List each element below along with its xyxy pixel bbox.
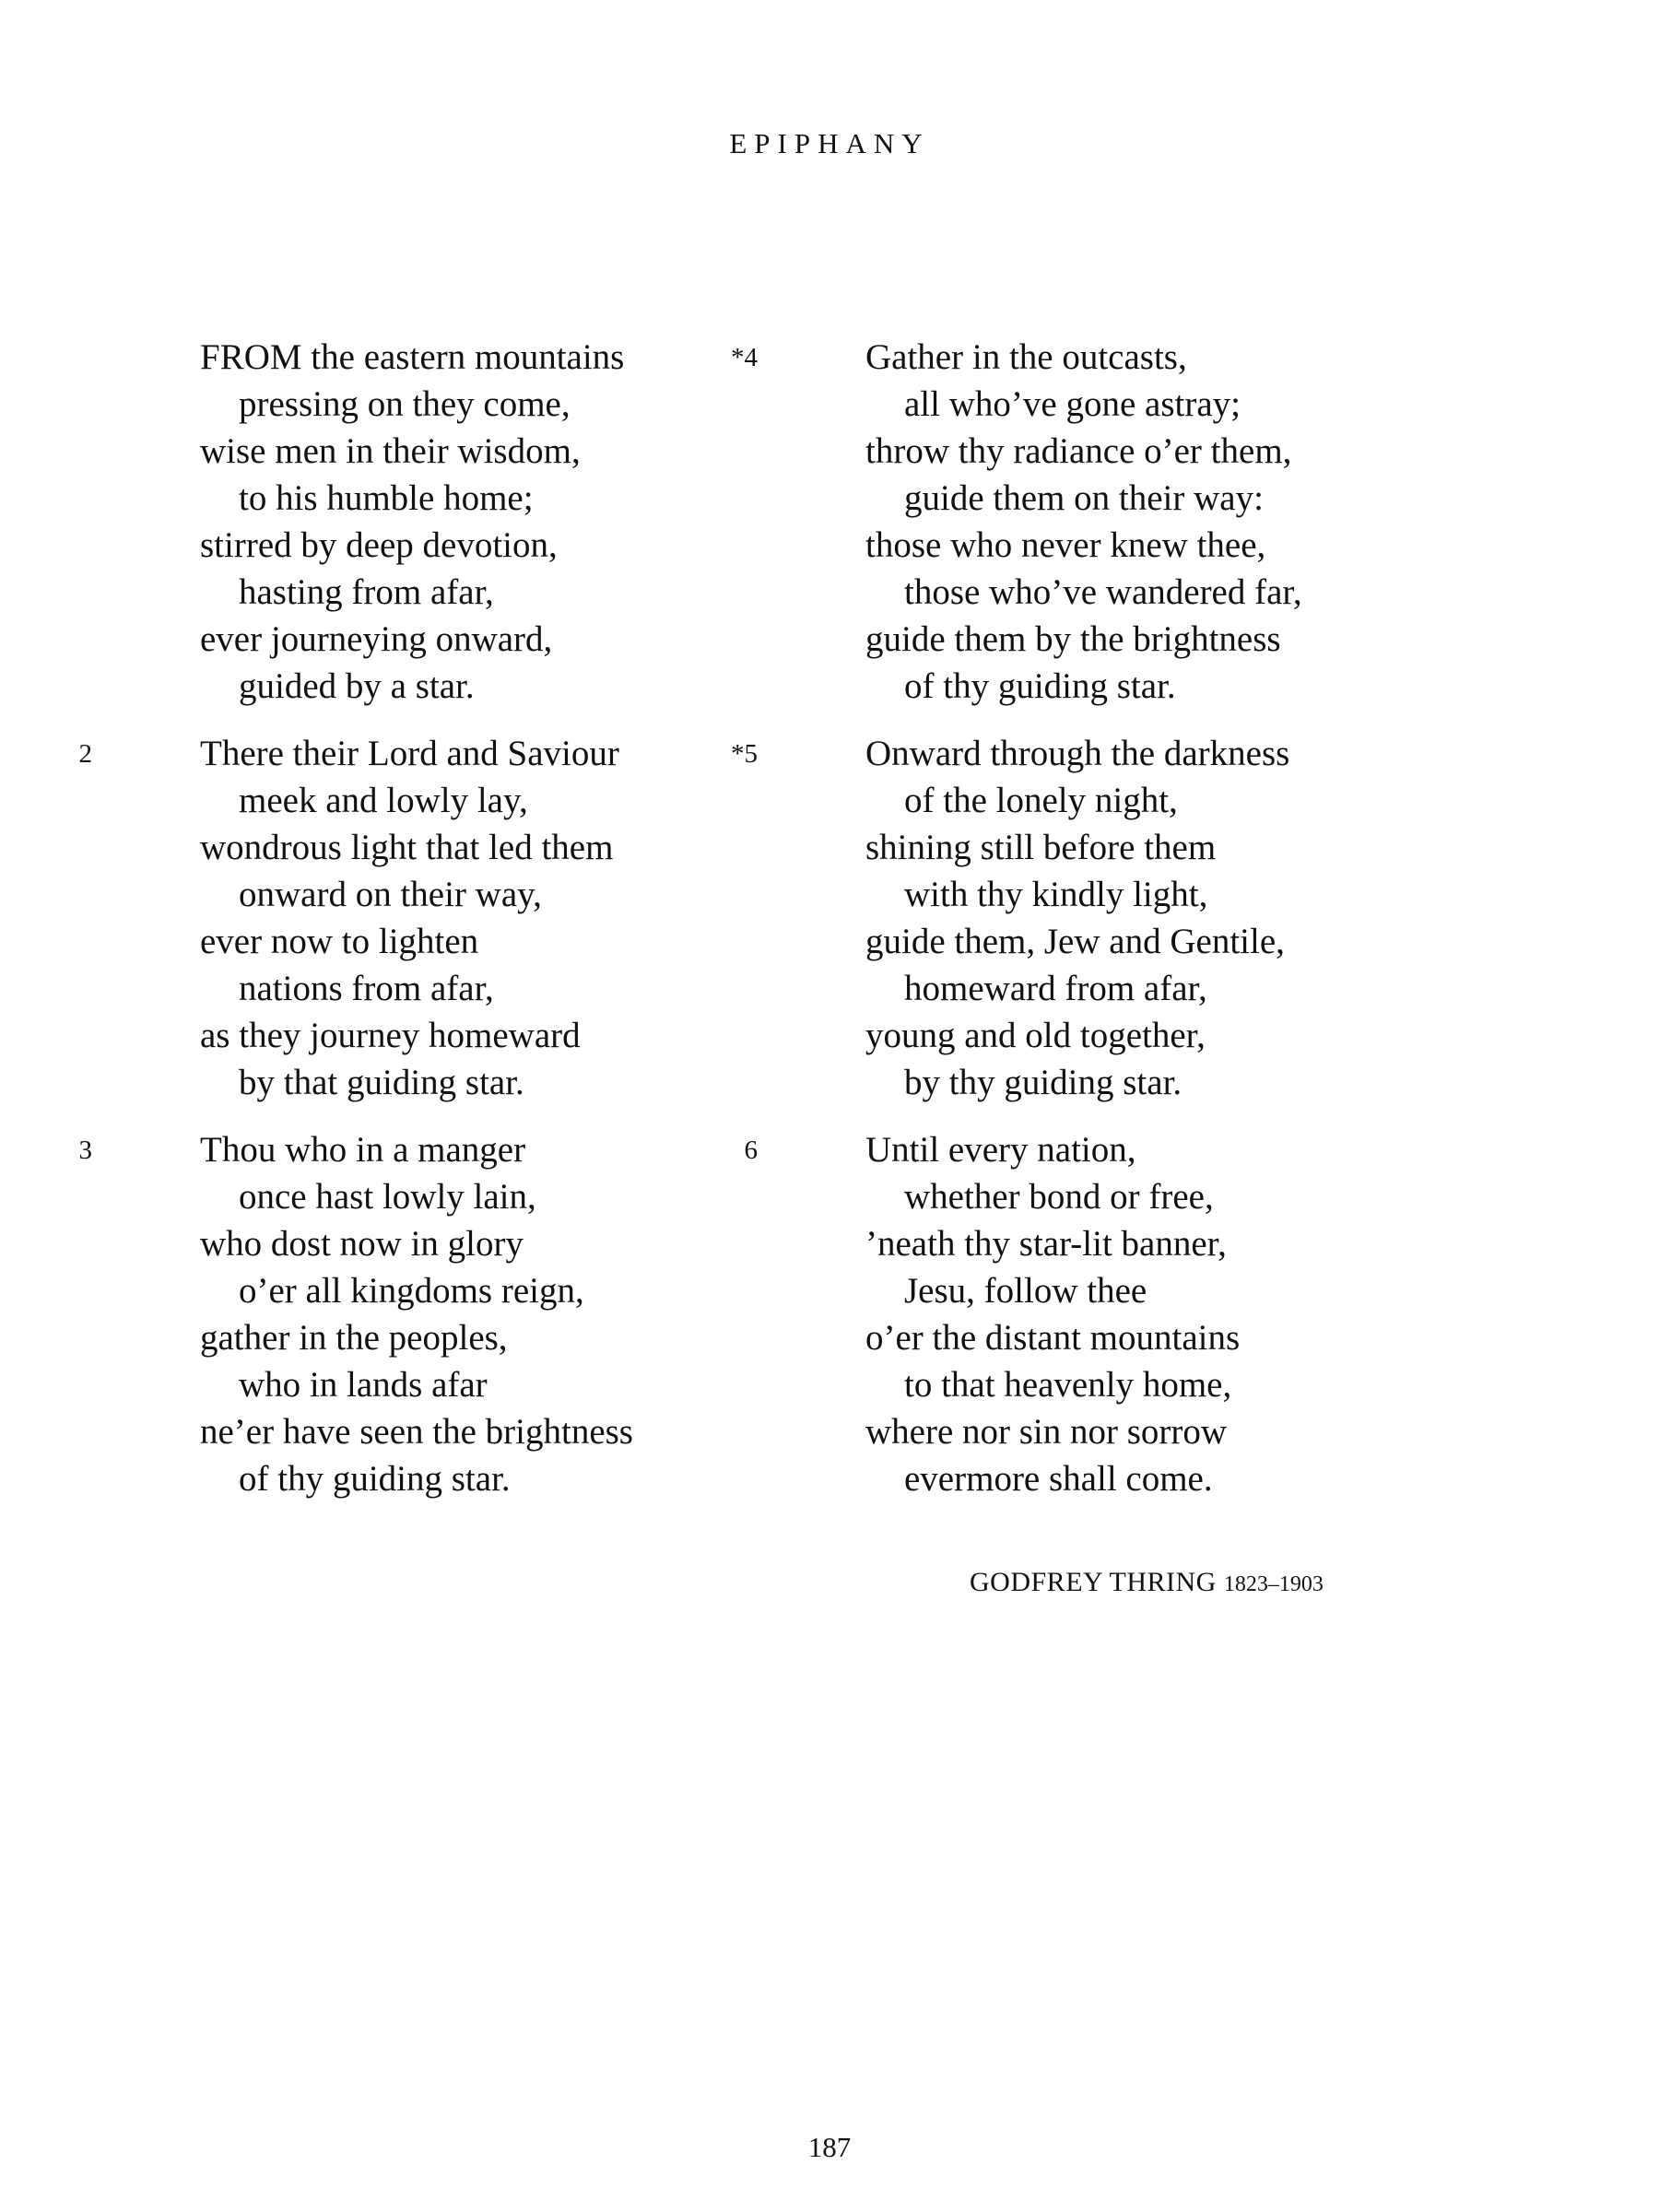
verse-line: Gather in the outcasts, xyxy=(865,337,1187,377)
verse-line: guide them by the brightness xyxy=(865,619,1281,659)
verse-line: Thou who in a manger xyxy=(200,1130,526,1170)
author-dates: 1823–1903 xyxy=(1223,1572,1324,1596)
verse-line: those who’ve wandered far, xyxy=(904,572,1302,612)
verse-line: to his humble home; xyxy=(239,478,534,518)
stanza-number: *5 xyxy=(731,739,758,769)
page-number: 187 xyxy=(807,2131,852,2163)
verse-line: with thy kindly light, xyxy=(904,875,1208,914)
stanza-2 xyxy=(78,730,774,1106)
verse-line: wondrous light that led them xyxy=(200,828,614,867)
right-column xyxy=(731,334,1440,1523)
verse-line: of the lonely night, xyxy=(904,781,1178,820)
verse-line: o’er the distant mountains xyxy=(865,1318,1241,1358)
verse-line: nations from afar, xyxy=(239,969,494,1008)
verse-line: meek and lowly lay, xyxy=(239,781,528,820)
stanza-4 xyxy=(731,334,1440,710)
left-column xyxy=(78,334,774,1523)
verse-line: guide them, Jew and Gentile, xyxy=(865,922,1285,961)
stanza-number: 6 xyxy=(744,1135,758,1165)
stanza-5 xyxy=(731,730,1440,1106)
verse-line: by thy guiding star. xyxy=(904,1063,1182,1102)
stanza-number: 3 xyxy=(78,1135,92,1165)
verse-line: shining still before them xyxy=(865,828,1217,867)
verse-line: guided by a star. xyxy=(239,666,475,706)
verse-line: guide them on their way: xyxy=(904,478,1264,518)
verse-line: hasting from afar, xyxy=(239,572,494,612)
verse-line: wise men in their wisdom, xyxy=(200,431,581,471)
verse-line: all who’ve gone astray; xyxy=(904,384,1241,424)
verse-line: of thy guiding star. xyxy=(239,1459,511,1499)
author-attribution xyxy=(970,1567,1324,1598)
verse-line: young and old together, xyxy=(865,1016,1206,1055)
author-name: GODFREY THRING xyxy=(970,1567,1217,1597)
verse-line: evermore shall come. xyxy=(904,1459,1213,1499)
verse-line: ever now to lighten xyxy=(200,922,479,961)
verse-line: of thy guiding star. xyxy=(904,666,1176,706)
verse-line: Jesu, follow thee xyxy=(904,1271,1147,1311)
verse-line: homeward from afar, xyxy=(904,969,1207,1008)
verse-line: those who never knew thee, xyxy=(865,525,1266,565)
verse-line: o’er all kingdoms reign, xyxy=(239,1271,584,1311)
stanza-number: 2 xyxy=(78,739,92,769)
stanza-1 xyxy=(129,334,774,710)
verse-line: There their Lord and Saviour xyxy=(200,734,619,773)
running-head: EPIPHANY xyxy=(729,127,930,159)
verse-line: ne’er have seen the brightness xyxy=(200,1412,633,1452)
verse-line: ever journeying onward, xyxy=(200,619,553,659)
verse-line: once hast lowly lain, xyxy=(239,1177,536,1217)
verse-line: stirred by deep devotion, xyxy=(200,525,558,565)
verse-line: FROM the eastern mountains xyxy=(200,337,625,377)
verse-line: who dost now in glory xyxy=(200,1224,524,1264)
verse-line: to that heavenly home, xyxy=(904,1365,1232,1405)
verse-line: pressing on they come, xyxy=(239,384,571,424)
verse-line: throw thy radiance o’er them, xyxy=(865,431,1292,471)
verse-line: onward on their way, xyxy=(239,875,542,914)
verse-line: Onward through the darkness xyxy=(865,734,1290,773)
verse-line: by that guiding star. xyxy=(239,1063,524,1102)
verse-line: as they journey homeward xyxy=(200,1016,581,1055)
verse-line: gather in the peoples, xyxy=(200,1318,508,1358)
verse-line: ’neath thy star-lit banner, xyxy=(865,1224,1227,1264)
stanza-number: *4 xyxy=(731,343,758,372)
verse-line: who in lands afar xyxy=(239,1365,488,1405)
stanza-6 xyxy=(744,1126,1440,1502)
verse-line: Until every nation, xyxy=(865,1130,1136,1170)
stanza-3 xyxy=(78,1126,774,1502)
verse-line: where nor sin nor sorrow xyxy=(865,1412,1228,1452)
verse-line: whether bond or free, xyxy=(904,1177,1214,1217)
